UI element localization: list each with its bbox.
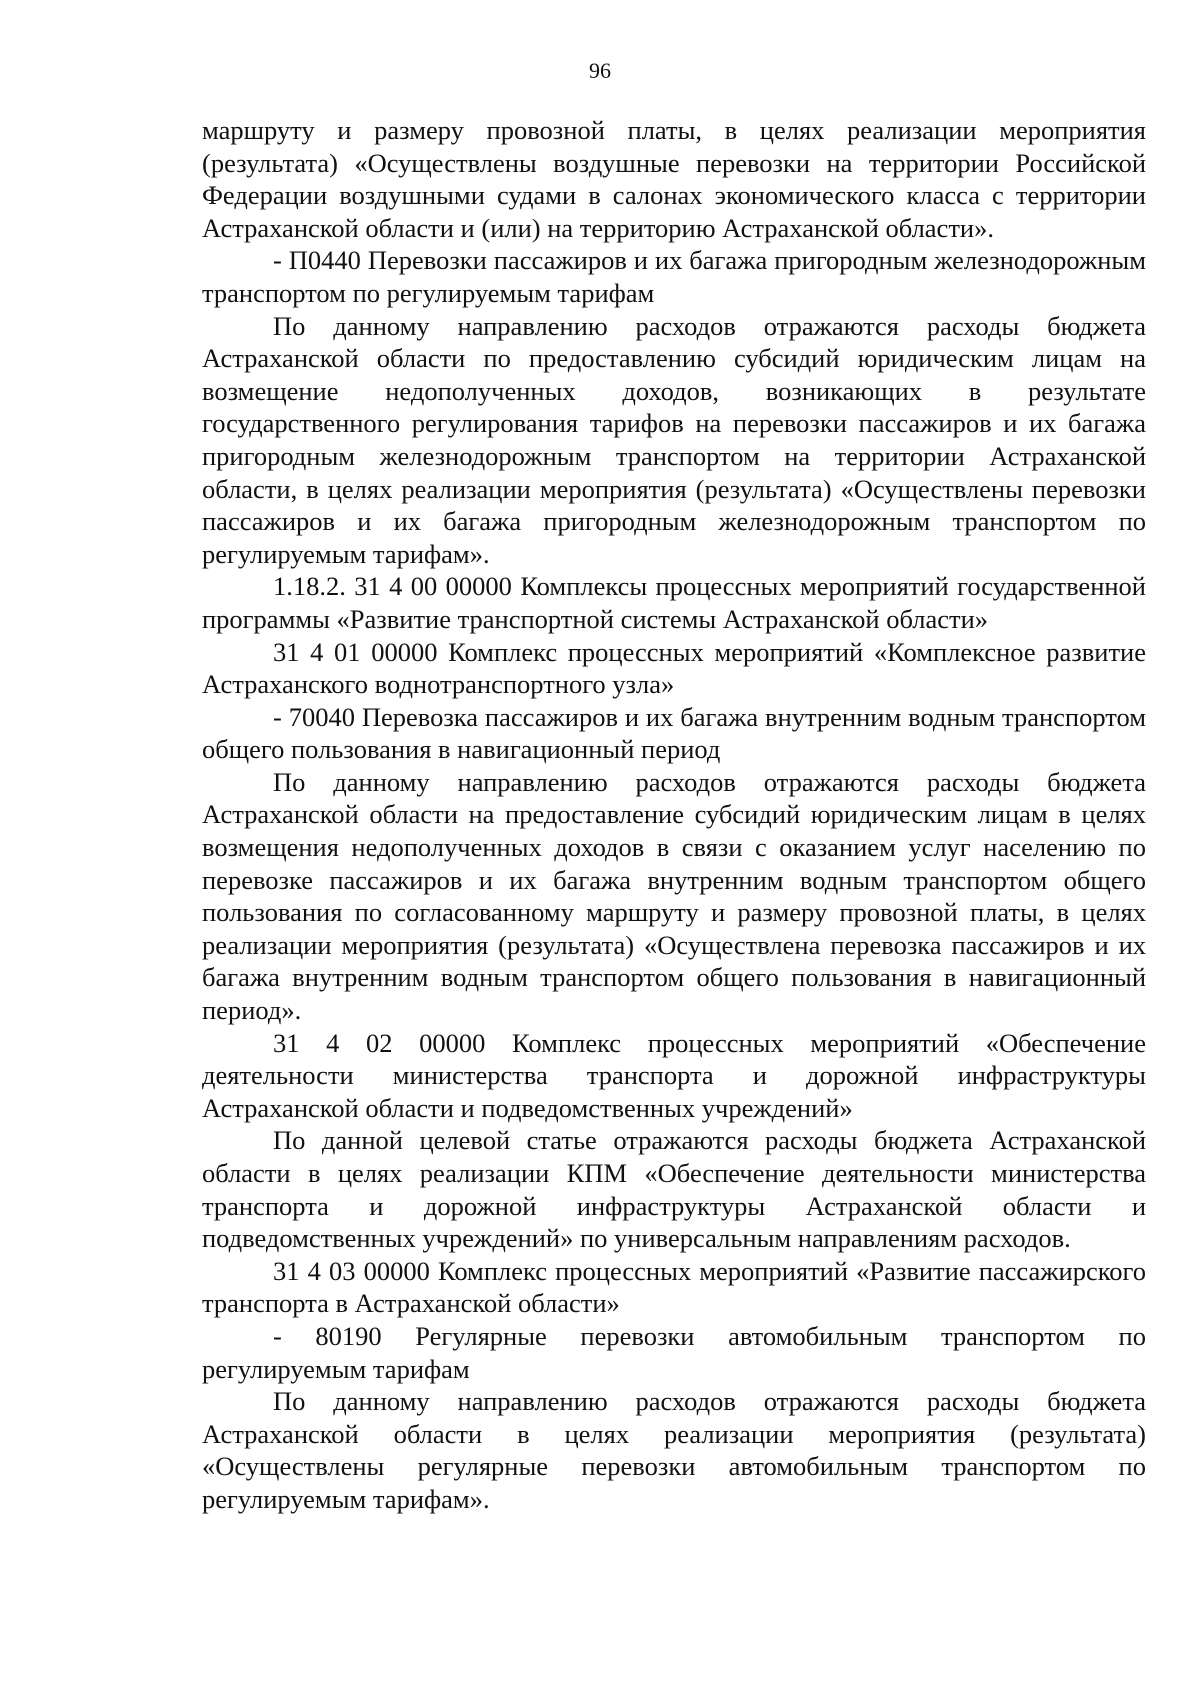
paragraph-description: По данному направлению расходов отражаются расходы бюджета Астраханской области на предоставление субсидий юридическим лицам в целях возмещения недополученных доходов в связи с оказанием услуг населению по перевозке пассажиров и их багажа внутренним водным транспортом общего пользования по согласованному маршруту и размеру провозной платы, в целях реализации мероприятия (результата) «Осуществлена перевозка пассажиров и их багажа внутренним водным транспортом общего пользования в навигационный период». bbox=[202, 766, 1146, 1026]
page-number: 96 bbox=[589, 58, 611, 83]
paragraph-description: По данному направлению расходов отражаются расходы бюджета Астраханской области в целях реализации мероприятия (результата) «Осуществлены регулярные перевозки автомобильным транспортом по регулируемым тарифам». bbox=[202, 1386, 1146, 1514]
paragraph-description: По данному направлению расходов отражаются расходы бюджета Астраханской области по предоставлению субсидий юридическим лицам на возмещение недополученных доходов, возникающих в результате государственного регулирования тарифов на перевозки пассажиров и их багажа пригородным железнодорожным транспортом на территории Астраханской области, в целях реализации мероприятия (результата) «Осуществлены перевозки пассажиров и их багажа пригородным железнодорожным транспортом по регулируемым тарифам». bbox=[202, 310, 1146, 569]
paragraph-continuation: маршруту и размеру провозной платы, в целях реализации мероприятия (результата) «Осуществлены воздушные перевозки на территории Российской Федерации воздушными судами в салонах экономического класса с территории Астраханской области и (или) на территорию Астраханской области». bbox=[202, 115, 1146, 243]
document-body bbox=[202, 114, 1146, 1516]
paragraph-code-70040: - 70040 Перевозка пассажиров и их багажа внутренним водным транспортом общего пользования в навигационный период bbox=[202, 701, 1146, 765]
paragraph-complex-31-4-01: 31 4 01 00000 Комплекс процессных мероприятий «Комплексное развитие Астраханского воднотранспортного узла» bbox=[202, 636, 1146, 700]
paragraph-code-80190: - 80190 Регулярные перевозки автомобильным транспортом по регулируемым тарифам bbox=[202, 1320, 1146, 1384]
paragraph-description: По данной целевой статье отражаются расходы бюджета Астраханской области в целях реализации КПМ «Обеспечение деятельности министерства транспорта и дорожной инфраструктуры Астраханской области и подведомственных учреждений» по универсальным направлениям расходов. bbox=[202, 1125, 1146, 1254]
paragraph-code-p0440: - П0440 Перевозки пассажиров и их багажа пригородным железнодорожным транспортом по регулируемым тарифам bbox=[202, 245, 1146, 308]
paragraph-section-1-18-2: 1.18.2. 31 4 00 00000 Комплексы процессных мероприятий государственной программы «Развитие транспортной системы Астраханской области» bbox=[202, 571, 1146, 634]
paragraph-complex-31-4-02: 31 4 02 00000 Комплекс процессных мероприятий «Обеспечение деятельности министерства транспорта и дорожной инфраструктуры Астраханской области и подведомственных учреждений» bbox=[202, 1027, 1146, 1123]
paragraph-complex-31-4-03: 31 4 03 00000 Комплекс процессных мероприятий «Развитие пассажирского транспорта в Астраханской области» bbox=[202, 1255, 1146, 1319]
